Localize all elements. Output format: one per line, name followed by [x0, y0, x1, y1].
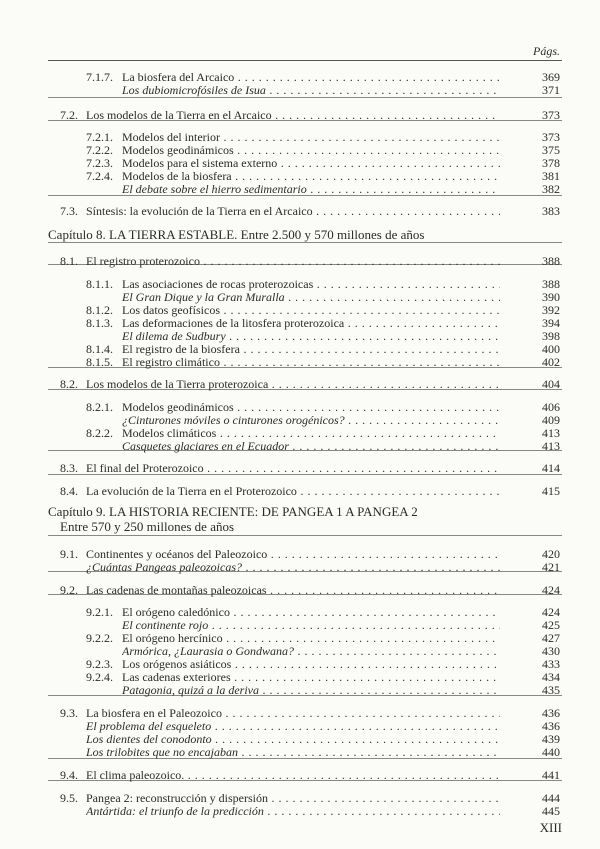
toc-entry-title: Los datos geofísicos . . .: [122, 303, 500, 317]
toc-entry-page: 445: [542, 804, 560, 818]
toc-entry-title: El orógeno caledónico . . .: [122, 605, 500, 619]
toc-entry-title: Modelos para el sistema externo . . .: [122, 156, 500, 170]
toc-entry-number: 9.1.: [60, 547, 78, 561]
toc-entry[interactable]: [0, 439, 600, 453]
toc-entry-title: El registro proterozoico . . .: [86, 254, 500, 268]
toc-entry[interactable]: [0, 316, 600, 330]
toc-entry-title: Casquetes glaciares en el Ecuador . . .: [122, 439, 500, 453]
toc-entry-title: El registro climático . . .: [122, 355, 500, 369]
toc-entry-number: 9.2.2.: [86, 631, 113, 645]
toc-entry[interactable]: [0, 631, 600, 645]
section-divider: [48, 535, 562, 536]
toc-entry-title: Armórica, ¿Laurasia o Gondwana? . . .: [122, 644, 500, 658]
toc-entry-page: 404: [542, 377, 560, 391]
page-folio: XIII: [539, 820, 562, 835]
toc-entry-page: 406: [542, 400, 560, 414]
toc-entry-title: La evolución de la Tierra en el Proterozoico . . .: [86, 484, 500, 498]
toc-entry-title: El Gran Dique y la Gran Muralla . . .: [122, 290, 500, 304]
toc-entry[interactable]: [0, 204, 600, 218]
toc-entry-number: 8.1.5.: [86, 355, 113, 369]
toc-entry-number: 8.4.: [60, 484, 78, 498]
toc-entry-number: 8.2.: [60, 377, 78, 391]
toc-entry[interactable]: [0, 670, 600, 684]
toc-entry-number: 9.2.: [60, 583, 78, 597]
toc-entry-title: Las deformaciones de la litosfera proterozoica . . .: [122, 316, 500, 330]
chapter-heading: Capítulo 8. LA TIERRA ESTABLE. Entre 2.500 y 570 millones de años: [48, 227, 425, 242]
chapter-heading: Capítulo 9. LA HISTORIA RECIENTE: DE PANGEA 1 A PANGEA 2: [48, 504, 418, 519]
toc-entry-title: Los orógenos asiáticos . . .: [122, 657, 500, 671]
toc-entry-number: 8.2.1.: [86, 400, 113, 414]
toc-entry[interactable]: [0, 254, 600, 268]
toc-entry-page: 378: [542, 156, 560, 170]
toc-entry-page: 371: [542, 83, 560, 97]
toc-entry-page: 413: [542, 439, 560, 453]
toc-entry[interactable]: [0, 290, 600, 304]
toc-entry-number: 7.3.: [60, 204, 78, 218]
toc-entry-title: Modelos de la biosfera . . .: [122, 169, 500, 183]
toc-entry-page: 424: [542, 605, 560, 619]
toc-entry-page: 425: [542, 618, 560, 632]
toc-entry-page: 409: [542, 413, 560, 427]
toc-entry-title: Los modelos de la Tierra proterozoica . . .: [86, 377, 500, 391]
toc-entry-number: 9.2.4.: [86, 670, 113, 684]
toc-entry-page: 382: [542, 182, 560, 196]
toc-entry[interactable]: [0, 426, 600, 440]
toc-entry-title: Antártida: el triunfo de la predicción . . .: [86, 804, 500, 818]
toc-entry-page: 421: [542, 560, 560, 574]
toc-entry[interactable]: [0, 169, 600, 183]
toc-entry-page: 434: [542, 670, 560, 684]
toc-entry-number: 7.2.4.: [86, 169, 113, 183]
toc-entry-number: 8.2.2.: [86, 426, 113, 440]
toc-entry-page: 373: [542, 130, 560, 144]
toc-entry-page: 435: [542, 683, 560, 697]
toc-entry-title: La biosfera en el Paleozoico . . .: [86, 706, 500, 720]
toc-entry-title: Los dientes del conodonto . . .: [86, 732, 500, 746]
toc-entry-page: 381: [542, 169, 560, 183]
toc-entry-title: Patagonia, quizá a la deriva . . .: [122, 683, 500, 697]
toc-entry-title: El clima paleozoico. . . .: [86, 768, 500, 782]
toc-entry-title: Los dubiomicrofósiles de Isua . . .: [122, 83, 500, 97]
toc-entry-page: 415: [542, 484, 560, 498]
toc-entry[interactable]: [0, 83, 600, 97]
toc-entry-title: El orógeno hercínico . . .: [122, 631, 500, 645]
toc-entry[interactable]: [0, 156, 600, 170]
toc-entry[interactable]: [0, 461, 600, 475]
toc-entry-page: 427: [542, 631, 560, 645]
toc-entry-title: El debate sobre el hierro sedimentario . . .: [122, 182, 500, 196]
toc-entry-title: Pangea 2: reconstrucción y dispersión . . .: [86, 791, 500, 805]
toc-entry-number: 8.1.3.: [86, 316, 113, 330]
toc-entry[interactable]: [0, 130, 600, 144]
toc-entry-page: 420: [542, 547, 560, 561]
toc-entry-page: 402: [542, 355, 560, 369]
section-divider: [48, 97, 562, 98]
toc-entry-page: 400: [542, 342, 560, 356]
toc-entry-title: El continente rojo . . .: [122, 618, 500, 632]
toc-entry[interactable]: [0, 719, 600, 733]
toc-entry-title: Modelos climáticos . . .: [122, 426, 500, 440]
toc-entry[interactable]: [0, 657, 600, 671]
toc-entry-page: 414: [542, 461, 560, 475]
toc-entry-title: Modelos geodinámicos . . .: [122, 143, 500, 157]
toc-entry-title: La biosfera del Arcaico . . .: [122, 70, 500, 84]
toc-entry-number: 8.1.1.: [86, 277, 113, 291]
toc-entry-page: 375: [542, 143, 560, 157]
toc-entry[interactable]: [0, 560, 600, 574]
toc-entry-number: 7.2.3.: [86, 156, 113, 170]
toc-entry-number: 7.2.1.: [86, 130, 113, 144]
toc-entry[interactable]: [0, 108, 600, 122]
toc-entry-page: 440: [542, 745, 560, 759]
toc-entry-title: Continentes y océanos del Paleozoico . . .: [86, 547, 500, 561]
toc-entry-page: 441: [542, 768, 560, 782]
toc-entry-title: El registro de la biosfera . . .: [122, 342, 500, 356]
toc-entry-number: 8.1.: [60, 254, 78, 268]
toc-entry[interactable]: [0, 355, 600, 369]
header-rule: [48, 60, 562, 61]
toc-entry[interactable]: [0, 706, 600, 720]
toc-entry-number: 9.3.: [60, 706, 78, 720]
toc-entry-page: 390: [542, 290, 560, 304]
toc-entry-title: ¿Cinturones móviles o cinturones orogénicos? . . .: [122, 413, 500, 427]
toc-entry-page: 444: [542, 791, 560, 805]
toc-entry[interactable]: [0, 484, 600, 498]
toc-entry-number: 9.4.: [60, 768, 78, 782]
toc-entry-page: 388: [542, 277, 560, 291]
toc-entry-title: Las cadenas de montañas paleozoicas . . .: [86, 583, 500, 597]
toc-entry-number: 9.5.: [60, 791, 78, 805]
toc-entry[interactable]: [0, 791, 600, 805]
section-divider: [48, 242, 562, 243]
toc-entry-title: ¿Cuántas Pangeas paleozoicas? . . .: [86, 560, 500, 574]
toc-entry[interactable]: [0, 143, 600, 157]
toc-entry[interactable]: [0, 745, 600, 759]
toc-entry-number: 7.2.2.: [86, 143, 113, 157]
toc-entry-page: 436: [542, 719, 560, 733]
pages-column-header: Págs.: [533, 44, 560, 58]
toc-entry-title: Síntesis: la evolución de la Tierra en el Arcaico . . .: [86, 204, 500, 218]
toc-entry[interactable]: [0, 804, 600, 818]
toc-entry[interactable]: [0, 547, 600, 561]
toc-entry-number: 9.2.1.: [86, 605, 113, 619]
toc-entry-title: Los modelos de la Tierra en el Arcaico . . .: [86, 108, 500, 122]
toc-entry[interactable]: [0, 732, 600, 746]
toc-entry-title: El dilema de Sudbury . . .: [122, 329, 500, 343]
toc-entry[interactable]: [0, 683, 600, 697]
toc-entry[interactable]: [0, 413, 600, 427]
toc-entry-page: 369: [542, 70, 560, 84]
toc-entry-title: Modelos del interior . . .: [122, 130, 500, 144]
toc-entry-number: 7.1.7.: [86, 70, 113, 84]
toc-entry-number: 8.1.4.: [86, 342, 113, 356]
toc-entry[interactable]: [0, 377, 600, 391]
toc-entry-number: 7.2.: [60, 108, 78, 122]
toc-entry[interactable]: [0, 583, 600, 597]
toc-entry[interactable]: [0, 182, 600, 196]
toc-entry-title: Modelos geodinámicos . . .: [122, 400, 500, 414]
toc-entry-title: Las asociaciones de rocas proterozoicas . . .: [122, 277, 500, 291]
toc-entry[interactable]: [0, 329, 600, 343]
toc-entry-title: El final del Proterozoico . . .: [86, 461, 500, 475]
toc-entry[interactable]: [0, 768, 600, 782]
toc-entry-page: 388: [542, 254, 560, 268]
toc-entry[interactable]: [0, 400, 600, 414]
toc-entry-page: 392: [542, 303, 560, 317]
toc-entry-page: 430: [542, 644, 560, 658]
toc-entry[interactable]: [0, 277, 600, 291]
toc-entry-number: 9.2.3.: [86, 657, 113, 671]
toc-entry[interactable]: [0, 303, 600, 317]
toc-entry[interactable]: [0, 605, 600, 619]
toc-entry[interactable]: [0, 644, 600, 658]
toc-entry-page: 373: [542, 108, 560, 122]
toc-entry-page: 383: [542, 204, 560, 218]
toc-entry-title: Los trilobites que no encajaban . . .: [86, 745, 500, 759]
toc-entry[interactable]: [0, 342, 600, 356]
toc-entry-title: Las cadenas exteriores . . .: [122, 670, 500, 684]
toc-entry-number: 8.3.: [60, 461, 78, 475]
toc-entry[interactable]: [0, 618, 600, 632]
toc-entry-page: 424: [542, 583, 560, 597]
toc-entry-number: 8.1.2.: [86, 303, 113, 317]
toc-entry-page: 433: [542, 657, 560, 671]
chapter-subtitle: Entre 570 y 250 millones de años: [60, 519, 235, 534]
toc-entry[interactable]: [0, 70, 600, 84]
toc-entry-page: 398: [542, 329, 560, 343]
toc-entry-title: El problema del esqueleto . . .: [86, 719, 500, 733]
toc-entry-page: 439: [542, 732, 560, 746]
toc-entry-page: 413: [542, 426, 560, 440]
toc-entry-page: 394: [542, 316, 560, 330]
toc-entry-page: 436: [542, 706, 560, 720]
